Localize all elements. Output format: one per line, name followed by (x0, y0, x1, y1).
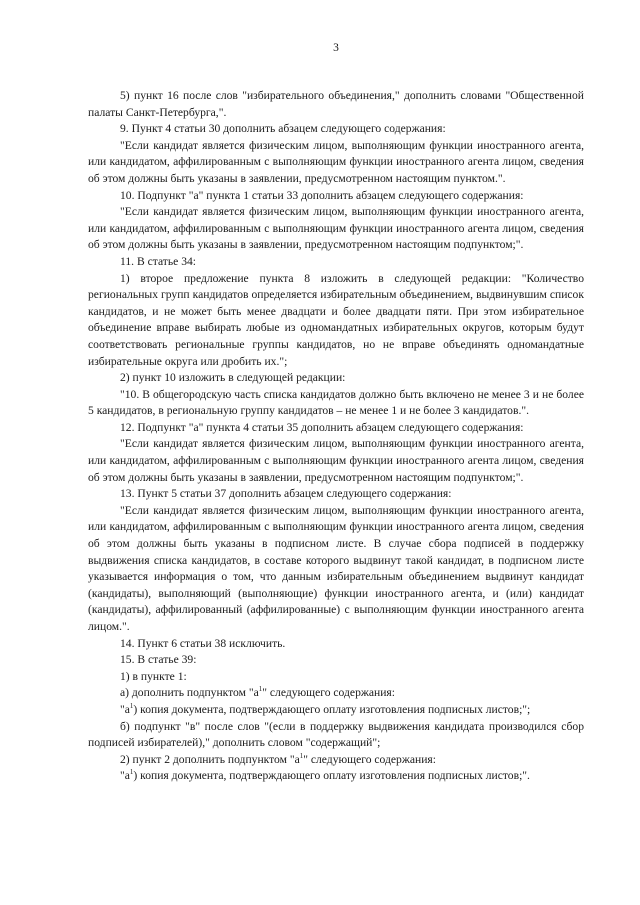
text-fragment: " следующего содержания: (262, 686, 395, 700)
text-fragment: "а (120, 702, 130, 716)
text-fragment: 2) пункт 2 дополнить подпунктом "а (120, 752, 300, 766)
paragraph: "10. В общегородскую часть списка кандидатов должно быть включено не менее 3 и не более 5 кандидатов, в региональную группу кандидатов – не менее 1 и не более 3 кандидатов.". (88, 387, 584, 418)
paragraph: 12. Подпункт "а" пункта 4 статьи 35 дополнить абзацем следующего содержания: (120, 420, 524, 434)
text-fragment: " следующего содержания: (303, 752, 436, 766)
superscript: 1 (258, 685, 263, 694)
superscript: 1 (129, 768, 134, 777)
paragraph: 2) пункт 10 изложить в следующей редакции: (120, 371, 346, 385)
paragraph: 1) в пункте 1: (120, 669, 187, 683)
paragraph: 11. В статье 34: (120, 254, 197, 268)
paragraph: "Если кандидат является физическим лицом, выполняющим функции иностранного агента, или кандидатом, аффилированным с выполняющим функции иностранного агента лицом, сведения об этом должны быть указаны в заявлении, предусмотренном настоящим пунктом.". (88, 138, 584, 185)
paragraph: 13. Пункт 5 статьи 37 дополнить абзацем следующего содержания: (120, 487, 452, 501)
text-fragment: ) копия документа, подтверждающего оплату изготовления подписных листов;". (133, 769, 530, 783)
paragraph-with-superscript (88, 752, 584, 769)
paragraph: "Если кандидат является физическим лицом, выполняющим функции иностранного агента, или кандидатом, аффилированным с выполняющим функции иностранного агента лицом, сведения об этом должны быть указаны в заявлении, предусмотренном настоящим подпунктом;". (88, 205, 584, 252)
paragraph: 1) второе предложение пункта 8 изложить в следующей редакции: "Количество региональных групп кандидатов определяется избирательным объединением, выдвинувшим список кандидатов, и не может быть менее двадцати и более двадцати пяти. При этом избирательное объединение вправе выбирать любые из одномандатных избирательных округов, которым будут соответствовать региональные группы кандидатов, но не вправе объединять одномандатные избирательные округа или дробить их."; (88, 271, 584, 368)
text-fragment: ) копия документа, подтверждающего оплату изготовления подписных листов;"; (133, 702, 531, 716)
paragraph: 9. Пункт 4 статьи 30 дополнить абзацем следующего содержания: (120, 122, 446, 136)
paragraph: б) подпункт "в" после слов "(если в поддержку выдвижения кандидата производился сбор подписей избирателей)," дополнить словом "содержащий"; (88, 719, 584, 750)
paragraph-with-superscript (88, 768, 584, 785)
paragraph: "Если кандидат является физическим лицом, выполняющим функции иностранного агента, или кандидатом, аффилированным с выполняющим функции иностранного агента лицом, сведения об этом должны быть указаны в подписном листе. В случае сбора подписей в поддержку выдвижения списка кандидатов, в составе которого выдвинут такой кандидат, в подписном листе указывается информация о том, что данным избирательным объединением выдвинут кандидат (кандидаты), выполняющий (выполняющие) функции иностранного агента, и (или) кандидат (кандидаты), аффилированный (аффилированные) с выполняющим функции иностранного агента лицом.". (88, 503, 584, 633)
page-number: 3 (333, 42, 339, 54)
paragraph: 10. Подпункт "а" пункта 1 статьи 33 дополнить абзацем следующего содержания: (120, 188, 524, 202)
paragraph: 5) пункт 16 после слов "избирательного объединения," дополнить словами "Общественной палаты Санкт-Петербурга,". (88, 89, 584, 119)
superscript: 1 (299, 751, 304, 760)
superscript: 1 (129, 702, 134, 711)
paragraph: 14. Пункт 6 статьи 38 исключить. (120, 636, 286, 650)
paragraph-with-superscript (88, 702, 584, 719)
paragraph: "Если кандидат является физическим лицом, выполняющим функции иностранного агента, или кандидатом, аффилированным с выполняющим функции иностранного агента лицом, сведения об этом должны быть указаны в заявлении, предусмотренном настоящим подпунктом;". (88, 437, 584, 484)
text-fragment: а) дополнить подпунктом "а (120, 686, 259, 700)
text-fragment: "а (120, 769, 130, 783)
paragraph: 15. В статье 39: (120, 653, 197, 667)
paragraph-with-superscript (88, 685, 584, 702)
